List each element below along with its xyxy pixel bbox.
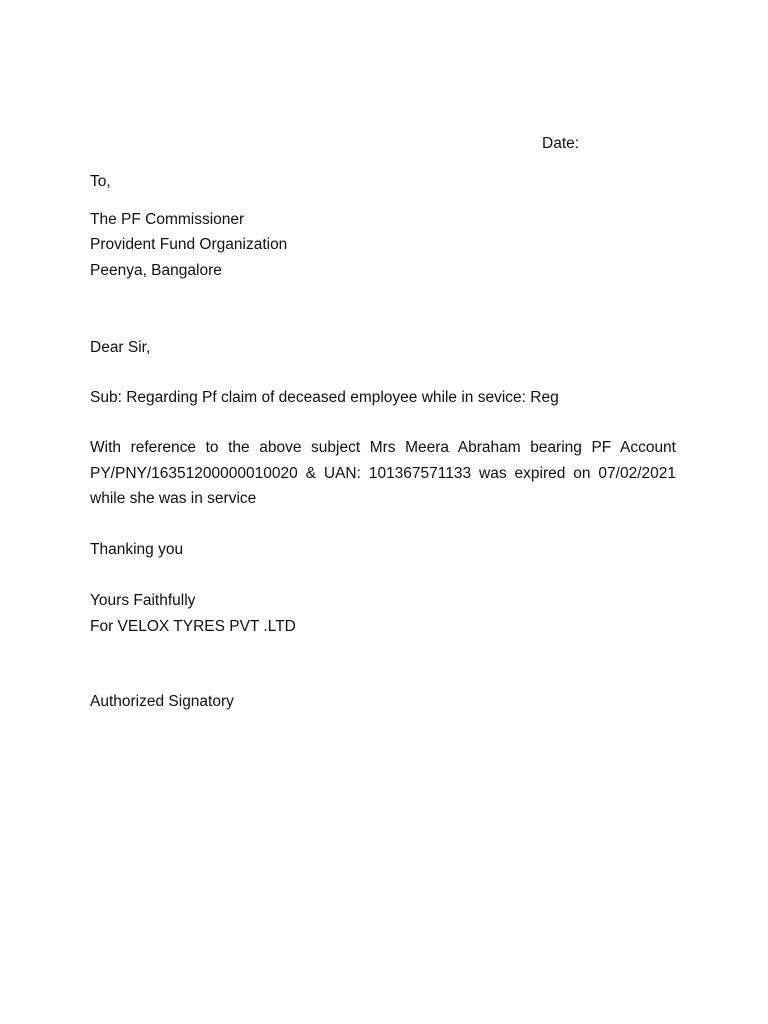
thanks-line: Thanking you [90,541,184,558]
body-line-1: With reference to the above subject Mrs Meera Abraham bearing PF Account [90,439,676,456]
subject-line: Sub: Regarding Pf claim of deceased employee while in sevice: Reg [90,389,559,406]
addressee-line-1: The PF Commissioner [90,211,245,228]
addressee-line-3: Peenya, Bangalore [90,262,222,279]
body-line-3: while she was in service [90,490,257,507]
addressee-line-2: Provident Fund Organization [90,236,288,253]
signatory-line: Authorized Signatory [90,693,234,710]
closing-line: Yours Faithfully [90,592,196,609]
salutation-to: To, [90,173,111,190]
date-label: Date: [542,135,580,152]
body-paragraph [90,435,676,512]
body-line-2: PY/PNY/16351200000010020 & UAN: 101367571133 was expired on 07/02/2021 [90,464,676,482]
greeting: Dear Sir, [90,339,151,356]
company-line: For VELOX TYRES PVT .LTD [90,618,296,635]
